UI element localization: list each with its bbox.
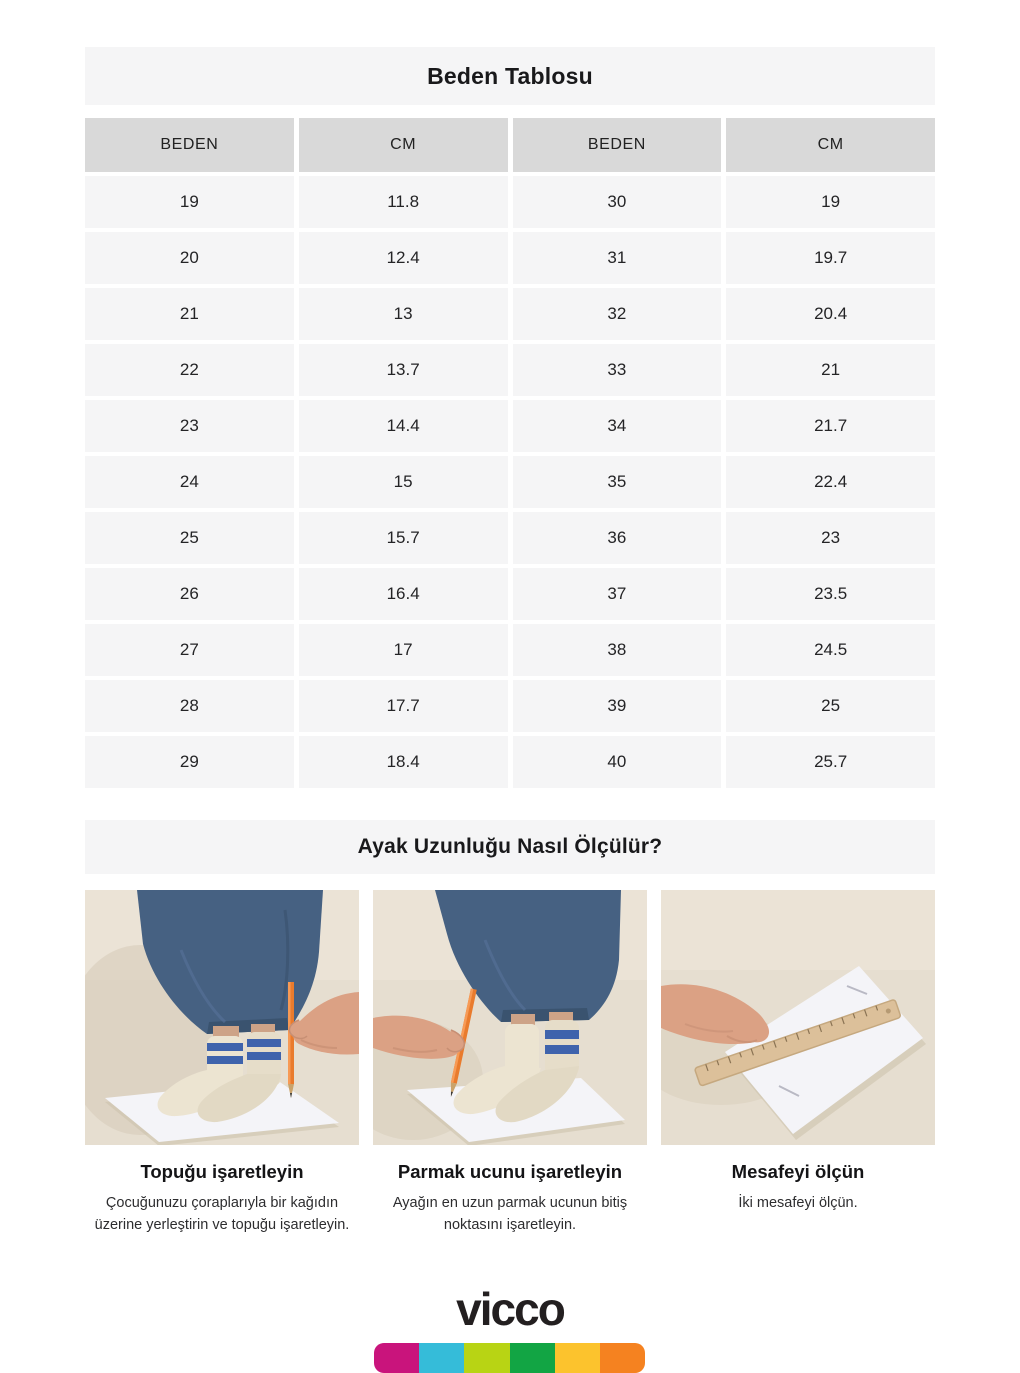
table-cell: 40 — [513, 736, 722, 788]
table-cell: 29 — [85, 736, 294, 788]
table-cell: 11.8 — [299, 176, 508, 228]
feet-heel-pencil-illustration — [85, 890, 359, 1145]
brand-bar-segment-green — [510, 1343, 555, 1373]
table-cell: 13.7 — [299, 344, 508, 396]
hand-ruler-paper-illustration — [661, 890, 935, 1145]
table-cell: 14.4 — [299, 400, 508, 452]
table-cell: 37 — [513, 568, 722, 620]
table-cell: 26 — [85, 568, 294, 620]
table-cell: 21.7 — [726, 400, 935, 452]
table-cell: 36 — [513, 512, 722, 564]
column-header-beden-1: BEDEN — [85, 118, 294, 172]
table-cell: 38 — [513, 624, 722, 676]
table-cell: 20 — [85, 232, 294, 284]
table-cell: 25.7 — [726, 736, 935, 788]
table-cell: 23 — [726, 512, 935, 564]
measure-section-title-banner — [85, 820, 935, 874]
table-cell: 18.4 — [299, 736, 508, 788]
step-mark-toe — [373, 890, 647, 1237]
brand-bar-segment-cyan — [419, 1343, 464, 1373]
table-cell: 15.7 — [299, 512, 508, 564]
table-cell: 32 — [513, 288, 722, 340]
table-cell: 16.4 — [299, 568, 508, 620]
step-title: Mesafeyi ölçün — [731, 1161, 865, 1182]
feet-toe-pencil-illustration — [373, 890, 647, 1145]
table-cell: 25 — [85, 512, 294, 564]
brand-color-bar — [374, 1343, 645, 1373]
step-description: Çocuğunuzu çoraplarıyla bir kağıdın üzerine yerleştirin ve topuğu işaretleyin. — [94, 1195, 350, 1234]
table-cell: 23 — [85, 400, 294, 452]
table-cell: 21 — [726, 344, 935, 396]
column-header-cm-1: CM — [299, 118, 508, 172]
table-cell: 17 — [299, 624, 508, 676]
table-cell: 19 — [85, 176, 294, 228]
table-cell: 35 — [513, 456, 722, 508]
photo-measure-distance — [661, 890, 935, 1145]
table-cell: 12.4 — [299, 232, 508, 284]
measure-section-title: Ayak Uzunluğu Nasıl Ölçülür? — [357, 835, 663, 858]
table-cell: 20.4 — [726, 288, 935, 340]
table-cell: 24.5 — [726, 624, 935, 676]
table-cell: 23.5 — [726, 568, 935, 620]
table-cell: 39 — [513, 680, 722, 732]
caption-mark-heel — [85, 1161, 359, 1237]
size-table — [85, 118, 935, 788]
table-cell: 33 — [513, 344, 722, 396]
table-cell: 28 — [85, 680, 294, 732]
brand-bar-segment-amber — [555, 1343, 600, 1373]
photo-mark-heel — [85, 890, 359, 1145]
table-cell: 34 — [513, 400, 722, 452]
table-cell: 31 — [513, 232, 722, 284]
brand-bar-segment-lime — [464, 1343, 509, 1373]
table-cell: 21 — [85, 288, 294, 340]
size-chart-title: Beden Tablosu — [427, 62, 593, 89]
step-measure-distance — [661, 890, 935, 1237]
table-cell: 22.4 — [726, 456, 935, 508]
caption-mark-toe — [373, 1161, 647, 1237]
column-header-cm-2: CM — [726, 118, 935, 172]
size-chart-title-banner — [85, 47, 935, 105]
table-cell: 22 — [85, 344, 294, 396]
caption-measure-distance — [661, 1161, 935, 1214]
table-cell: 27 — [85, 624, 294, 676]
table-cell: 19 — [726, 176, 935, 228]
table-cell: 25 — [726, 680, 935, 732]
photo-mark-toe — [373, 890, 647, 1145]
measure-steps — [85, 890, 935, 1237]
step-description: Ayağın en uzun parmak ucunun bitiş noktasını işaretleyin. — [392, 1195, 628, 1234]
table-cell: 24 — [85, 456, 294, 508]
table-cell: 15 — [299, 456, 508, 508]
step-title: Parmak ucunu işaretleyin — [397, 1161, 623, 1182]
brand-bar-segment-orange — [600, 1343, 645, 1373]
step-mark-heel — [85, 890, 359, 1237]
step-description: İki mesafeyi ölçün. — [738, 1195, 858, 1211]
table-cell: 13 — [299, 288, 508, 340]
vicco-logo: vicco — [456, 1283, 564, 1335]
brand-bar-segment-magenta — [374, 1343, 419, 1373]
table-cell: 17.7 — [299, 680, 508, 732]
step-title: Topuğu işaretleyin — [140, 1161, 304, 1182]
column-header-beden-2: BEDEN — [513, 118, 722, 172]
table-cell: 30 — [513, 176, 722, 228]
table-cell: 19.7 — [726, 232, 935, 284]
